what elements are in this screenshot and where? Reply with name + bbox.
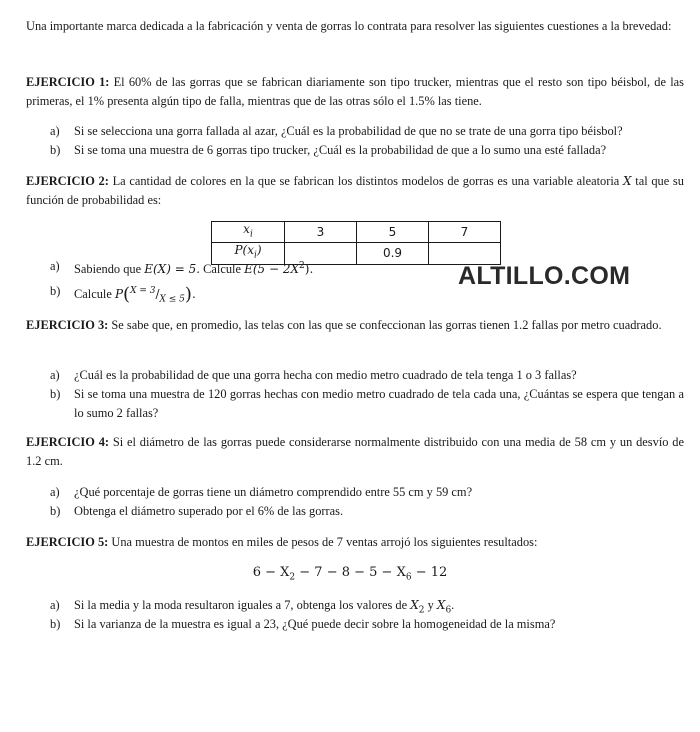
item-text: Si se selecciona una gorra fallada al azar, ¿Cuál es la probabilidad de que no se trate de una gorra tipo béisbol?	[74, 124, 623, 138]
text-part: Si la media y la moda resultaron iguales a 7, obtenga los valores de	[74, 598, 408, 612]
header-sub: i	[253, 250, 257, 261]
math-var: X	[410, 598, 419, 612]
item-text: ¿Cuál es la probabilidad de que una gorra hecha con medio metro cuadrado de tela tenga 1 o 3 fallas?	[74, 368, 577, 382]
exercise-2-text: La cantidad de colores en la que se fabrican los distintos modelos de gorras es una variable aleatoria	[112, 174, 620, 188]
table-cell: 0.9	[357, 243, 429, 264]
math-denominator: X ≤ 5	[159, 294, 185, 305]
text-part: Calcule	[74, 287, 112, 301]
intro-paragraph: Una importante marca dedicada a la fabricación y venta de gorras lo contrata para resolver las siguientes cuestiones a la brevedad:	[26, 19, 672, 33]
table-cell: 5	[357, 222, 429, 243]
header-end: )	[256, 243, 262, 258]
item-text: Si se toma una muestra de 6 gorras tipo trucker, ¿Cuál es la probabilidad de que a lo sumo una esté fallada?	[74, 143, 607, 157]
exercise-4-statement	[26, 433, 684, 471]
header-text: x	[243, 222, 250, 236]
math-part	[436, 598, 452, 616]
item-text: ¿Qué porcentaje de gorras tiene un diámetro comprendido entre 55 cm y 59 cm?	[74, 485, 473, 499]
math-sub: 6	[445, 605, 452, 616]
text-part: Sabiendo que	[74, 262, 142, 276]
math-var: X	[436, 598, 446, 612]
item-text: Obtenga el diámetro superado por el 6% de las gorras.	[74, 504, 344, 518]
item-label: a)	[50, 124, 60, 138]
math-part	[114, 284, 196, 305]
item-text: Si la varianza de la muestra es igual a 23, ¿Qué puede decir sobre la homogeneidad de la misma?	[74, 617, 556, 631]
exercise-3-statement	[26, 316, 684, 335]
text-part: Calcule	[203, 262, 241, 276]
item-label: b)	[50, 284, 61, 298]
item-label: b)	[50, 387, 61, 401]
exercise-5-statement	[26, 533, 684, 552]
altillo-logo: ALTILLO.COM	[458, 262, 631, 290]
item-label: b)	[50, 617, 61, 631]
exercise-1-statement	[26, 73, 684, 111]
exercise-1-title: EJERCICIO 1:	[26, 75, 110, 89]
item-text	[74, 257, 313, 279]
math-numerator: X = 3	[130, 286, 156, 296]
math-part	[244, 262, 313, 276]
formula-part: − 12	[411, 565, 448, 580]
formula-sub: 6	[405, 572, 412, 583]
sample-formula	[0, 565, 700, 583]
text-part: y	[427, 598, 434, 612]
table-row	[212, 222, 501, 243]
math-part	[410, 598, 425, 616]
table-header-x	[212, 222, 285, 243]
exercise-3-text: Se sabe que, en promedio, las telas con las que se confeccionan las gorras tienen 1.2 fallas por metro cuadrado.	[111, 318, 662, 332]
math-expr: E(X) = 5.	[144, 262, 201, 276]
exercise-2-text-end: tal que su función de probabilidad es:	[26, 174, 684, 207]
paren-open: (	[123, 284, 131, 305]
math-sup: 2	[299, 261, 305, 271]
header-sub: i	[249, 229, 253, 240]
math-p: P	[114, 287, 124, 301]
math-expr: E(5 − 2X	[244, 262, 300, 276]
math-sub: 2	[418, 605, 425, 616]
exercise-1-text: El 60% de las gorras que se fabrican diariamente son tipo trucker, mientras que el resto son tipo béisbol, de las primeras, el 1% presenta algún tipo de falla, mientras que de las otras sólo el 1.5% las tiene.	[26, 75, 684, 108]
math-part	[144, 262, 200, 276]
item-text: Si se toma una muestra de 120 gorras hechas con medio metro cuadrado de tela cada una, ¿Cuántas se espera que tengan a lo sumo 2 fallas?	[74, 387, 684, 420]
variable-x: X	[623, 174, 632, 188]
exercise-2-title: EJERCICIO 2:	[26, 174, 109, 188]
item-label: b)	[50, 504, 61, 518]
formula-part: 6 − X	[252, 565, 290, 580]
exercise-3-title: EJERCICIO 3:	[26, 318, 109, 332]
item-label: a)	[50, 259, 60, 273]
exercise-4-text: Si el diámetro de las gorras puede considerarse normalmente distribuido con una media de 58 cm y un desvío de 1.2 cm.	[26, 435, 684, 468]
formula-sub: 2	[289, 572, 296, 583]
table-cell: 3	[285, 222, 357, 243]
item-label: a)	[50, 368, 60, 382]
math-end: .	[191, 287, 196, 301]
math-end: ).	[304, 262, 314, 276]
paren-close: )	[184, 284, 192, 305]
item-label: b)	[50, 143, 61, 157]
slash: /	[155, 287, 160, 301]
header-text: P(x	[234, 243, 254, 258]
exercise-5-text: Una muestra de montos en miles de pesos de 7 ventas arrojó los siguientes resultados:	[111, 535, 538, 549]
exercise-5-title: EJERCICIO 5:	[26, 535, 109, 549]
item-label: a)	[50, 598, 60, 612]
table-cell: 7	[429, 222, 501, 243]
item-label: a)	[50, 485, 60, 499]
exercise-4-title: EJERCICIO 4:	[26, 435, 110, 449]
exercise-2-statement	[26, 172, 684, 210]
item-text	[74, 282, 196, 309]
text-end: .	[451, 598, 455, 612]
formula-part: − 7 − 8 − 5 − X	[295, 565, 406, 580]
